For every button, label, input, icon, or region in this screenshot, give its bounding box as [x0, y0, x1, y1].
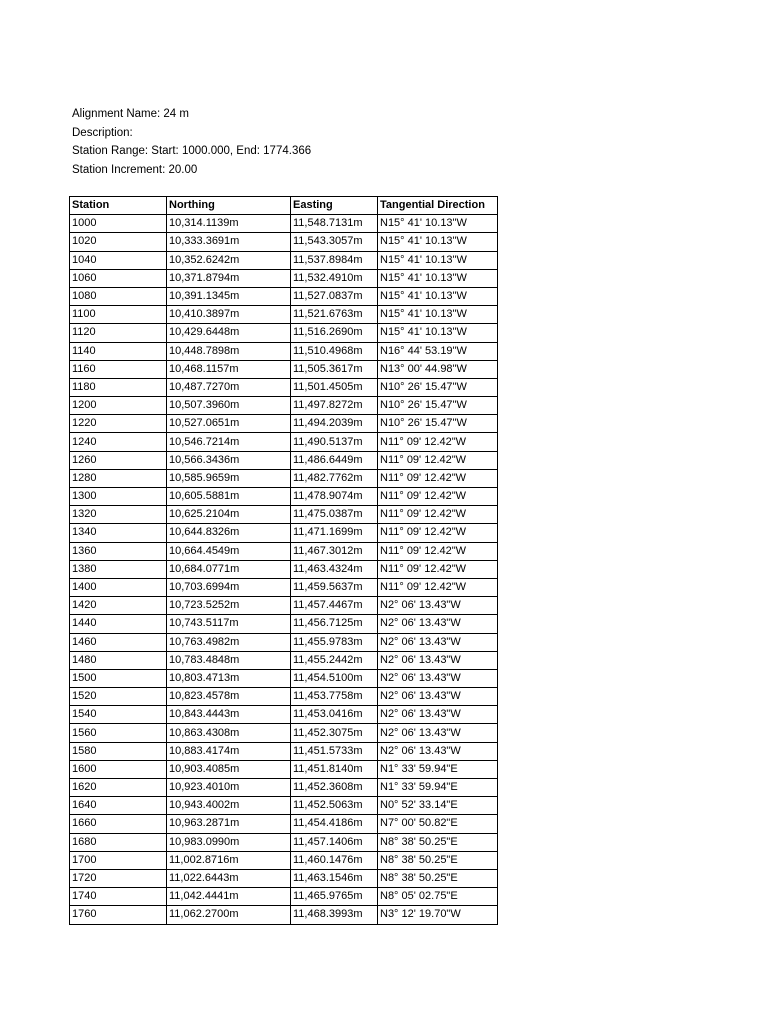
direction-cell: N11° 09' 12.42"W: [378, 578, 498, 596]
easting-cell: 11,452.5063m: [291, 797, 378, 815]
table-row: [70, 342, 498, 360]
table-row: [70, 488, 498, 506]
table-row: [70, 797, 498, 815]
direction-cell: N8° 05' 02.75"E: [378, 888, 498, 906]
easting-cell: 11,494.2039m: [291, 415, 378, 433]
direction-cell: N2° 06' 13.43"W: [378, 615, 498, 633]
easting-cell: 11,486.6449m: [291, 451, 378, 469]
table-row: [70, 269, 498, 287]
table-row: [70, 669, 498, 687]
station-cell: 1600: [70, 760, 167, 778]
station-cell: 1340: [70, 524, 167, 542]
northing-cell: 10,843.4443m: [167, 706, 291, 724]
station-cell: 1640: [70, 797, 167, 815]
northing-cell: 11,042.4441m: [167, 888, 291, 906]
station-cell: 1680: [70, 833, 167, 851]
station-cell: 1380: [70, 560, 167, 578]
northing-cell: 10,923.4010m: [167, 779, 291, 797]
easting-cell: 11,465.9765m: [291, 888, 378, 906]
easting-cell: 11,468.3993m: [291, 906, 378, 924]
northing-cell: 10,763.4982m: [167, 633, 291, 651]
station-cell: 1660: [70, 815, 167, 833]
column-header-northing: Northing: [167, 197, 291, 215]
station-cell: 1180: [70, 378, 167, 396]
direction-cell: N3° 12' 19.70"W: [378, 906, 498, 924]
station-cell: 1020: [70, 233, 167, 251]
station-cell: 1580: [70, 742, 167, 760]
table-row: [70, 378, 498, 396]
alignment-name: Alignment Name: 24 m: [72, 108, 189, 120]
northing-cell: 10,664.4549m: [167, 542, 291, 560]
northing-cell: 10,883.4174m: [167, 742, 291, 760]
station-cell: 1220: [70, 415, 167, 433]
northing-cell: 11,022.6443m: [167, 869, 291, 887]
direction-cell: N2° 06' 13.43"W: [378, 597, 498, 615]
station-cell: 1240: [70, 433, 167, 451]
table-header-row: [70, 197, 498, 215]
table-row: [70, 578, 498, 596]
easting-cell: 11,460.1476m: [291, 851, 378, 869]
direction-cell: N15° 41' 10.13"W: [378, 215, 498, 233]
direction-cell: N11° 09' 12.42"W: [378, 560, 498, 578]
station-cell: 1120: [70, 324, 167, 342]
easting-cell: 11,548.7131m: [291, 215, 378, 233]
direction-cell: N15° 41' 10.13"W: [378, 287, 498, 305]
station-increment: Station Increment: 20.00: [72, 163, 198, 176]
station-cell: 1160: [70, 360, 167, 378]
easting-cell: 11,463.4324m: [291, 560, 378, 578]
table-row: [70, 251, 498, 269]
northing-cell: 10,803.4713m: [167, 669, 291, 687]
direction-cell: N0° 52' 33.14"E: [378, 797, 498, 815]
table-row: [70, 888, 498, 906]
direction-cell: N15° 41' 10.13"W: [378, 251, 498, 269]
station-cell: 1460: [70, 633, 167, 651]
direction-cell: N2° 06' 13.43"W: [378, 669, 498, 687]
table-row: [70, 542, 498, 560]
direction-cell: N1° 33' 59.94"E: [378, 779, 498, 797]
northing-cell: 10,943.4002m: [167, 797, 291, 815]
direction-cell: N11° 09' 12.42"W: [378, 506, 498, 524]
table-row: [70, 415, 498, 433]
easting-cell: 11,456.7125m: [291, 615, 378, 633]
alignment-table: [69, 196, 498, 925]
easting-cell: 11,497.8272m: [291, 397, 378, 415]
station-cell: 1480: [70, 651, 167, 669]
direction-cell: N16° 44' 53.19"W: [378, 342, 498, 360]
table-row: [70, 760, 498, 778]
direction-cell: N8° 38' 50.25"E: [378, 833, 498, 851]
northing-cell: 10,963.2871m: [167, 815, 291, 833]
direction-cell: N2° 06' 13.43"W: [378, 688, 498, 706]
direction-cell: N15° 41' 10.13"W: [378, 324, 498, 342]
direction-cell: N11° 09' 12.42"W: [378, 542, 498, 560]
station-cell: 1040: [70, 251, 167, 269]
northing-cell: 10,507.3960m: [167, 397, 291, 415]
easting-cell: 11,452.3608m: [291, 779, 378, 797]
northing-cell: 10,783.4848m: [167, 651, 291, 669]
northing-cell: 10,468.1157m: [167, 360, 291, 378]
northing-cell: 10,625.2104m: [167, 506, 291, 524]
northing-cell: 10,371.8794m: [167, 269, 291, 287]
table-row: [70, 869, 498, 887]
easting-cell: 11,463.1546m: [291, 869, 378, 887]
table-row: [70, 851, 498, 869]
northing-cell: 10,448.7898m: [167, 342, 291, 360]
table-row: [70, 433, 498, 451]
easting-cell: 11,510.4968m: [291, 342, 378, 360]
easting-cell: 11,459.5637m: [291, 578, 378, 596]
northing-cell: 10,391.1345m: [167, 287, 291, 305]
northing-cell: 10,314.1139m: [167, 215, 291, 233]
northing-cell: 10,566.3436m: [167, 451, 291, 469]
station-cell: 1520: [70, 688, 167, 706]
northing-cell: 10,863.4308m: [167, 724, 291, 742]
station-cell: 1440: [70, 615, 167, 633]
table-row: [70, 233, 498, 251]
northing-cell: 10,546.7214m: [167, 433, 291, 451]
easting-cell: 11,452.3075m: [291, 724, 378, 742]
station-cell: 1280: [70, 469, 167, 487]
northing-cell: 10,703.6994m: [167, 578, 291, 596]
station-cell: 1720: [70, 869, 167, 887]
direction-cell: N2° 06' 13.43"W: [378, 633, 498, 651]
northing-cell: 10,487.7270m: [167, 378, 291, 396]
direction-cell: N10° 26' 15.47"W: [378, 378, 498, 396]
column-header-station: Station: [70, 197, 167, 215]
station-cell: 1140: [70, 342, 167, 360]
easting-cell: 11,478.9074m: [291, 488, 378, 506]
easting-cell: 11,490.5137m: [291, 433, 378, 451]
table-row: [70, 397, 498, 415]
northing-cell: 10,585.9659m: [167, 469, 291, 487]
northing-cell: 10,743.5117m: [167, 615, 291, 633]
table-row: [70, 815, 498, 833]
table-row: [70, 306, 498, 324]
station-cell: 1500: [70, 669, 167, 687]
direction-cell: N2° 06' 13.43"W: [378, 724, 498, 742]
easting-cell: 11,455.9783m: [291, 633, 378, 651]
direction-cell: N1° 33' 59.94"E: [378, 760, 498, 778]
station-cell: 1200: [70, 397, 167, 415]
northing-cell: 11,062.2700m: [167, 906, 291, 924]
easting-cell: 11,457.4467m: [291, 597, 378, 615]
table-row: [70, 633, 498, 651]
column-header-tangential-direction: Tangential Direction: [378, 197, 498, 215]
station-cell: 1320: [70, 506, 167, 524]
northing-cell: 10,605.5881m: [167, 488, 291, 506]
easting-cell: 11,457.1406m: [291, 833, 378, 851]
direction-cell: N15° 41' 10.13"W: [378, 233, 498, 251]
northing-cell: 10,903.4085m: [167, 760, 291, 778]
easting-cell: 11,475.0387m: [291, 506, 378, 524]
table-row: [70, 615, 498, 633]
table-row: [70, 688, 498, 706]
easting-cell: 11,532.4910m: [291, 269, 378, 287]
easting-cell: 11,455.2442m: [291, 651, 378, 669]
table-row: [70, 451, 498, 469]
table-row: [70, 360, 498, 378]
table-row: [70, 469, 498, 487]
table-row: [70, 742, 498, 760]
easting-cell: 11,527.0837m: [291, 287, 378, 305]
direction-cell: N15° 41' 10.13"W: [378, 269, 498, 287]
direction-cell: N11° 09' 12.42"W: [378, 451, 498, 469]
table-body: [70, 215, 498, 924]
station-cell: 1400: [70, 578, 167, 596]
station-cell: 1540: [70, 706, 167, 724]
table-row: [70, 524, 498, 542]
report-header: [72, 105, 311, 179]
station-cell: 1420: [70, 597, 167, 615]
northing-cell: 10,352.6242m: [167, 251, 291, 269]
direction-cell: N7° 00' 50.82"E: [378, 815, 498, 833]
station-cell: 1260: [70, 451, 167, 469]
easting-cell: 11,467.3012m: [291, 542, 378, 560]
direction-cell: N11° 09' 12.42"W: [378, 433, 498, 451]
table-row: [70, 906, 498, 924]
column-header-easting: Easting: [291, 197, 378, 215]
direction-cell: N13° 00' 44.98"W: [378, 360, 498, 378]
direction-cell: N11° 09' 12.42"W: [378, 524, 498, 542]
table-row: [70, 706, 498, 724]
table-row: [70, 324, 498, 342]
northing-cell: 10,983.0990m: [167, 833, 291, 851]
direction-cell: N2° 06' 13.43"W: [378, 742, 498, 760]
station-cell: 1060: [70, 269, 167, 287]
station-cell: 1760: [70, 906, 167, 924]
northing-cell: 10,333.3691m: [167, 233, 291, 251]
station-range: Station Range: Start: 1000.000, End: 1774.366: [72, 145, 312, 157]
easting-cell: 11,543.3057m: [291, 233, 378, 251]
northing-cell: 10,723.5252m: [167, 597, 291, 615]
table-row: [70, 833, 498, 851]
easting-cell: 11,516.2690m: [291, 324, 378, 342]
station-cell: 1300: [70, 488, 167, 506]
table-row: [70, 724, 498, 742]
easting-cell: 11,501.4505m: [291, 378, 378, 396]
table-row: [70, 215, 498, 233]
easting-cell: 11,454.5100m: [291, 669, 378, 687]
direction-cell: N8° 38' 50.25"E: [378, 851, 498, 869]
easting-cell: 11,482.7762m: [291, 469, 378, 487]
direction-cell: N11° 09' 12.42"W: [378, 488, 498, 506]
table-row: [70, 560, 498, 578]
easting-cell: 11,453.7758m: [291, 688, 378, 706]
table-row: [70, 506, 498, 524]
northing-cell: 10,410.3897m: [167, 306, 291, 324]
station-cell: 1560: [70, 724, 167, 742]
table-row: [70, 651, 498, 669]
station-cell: 1740: [70, 888, 167, 906]
direction-cell: N2° 06' 13.43"W: [378, 651, 498, 669]
station-cell: 1100: [70, 306, 167, 324]
easting-cell: 11,454.4186m: [291, 815, 378, 833]
northing-cell: 10,527.0651m: [167, 415, 291, 433]
station-cell: 1700: [70, 851, 167, 869]
station-cell: 1000: [70, 215, 167, 233]
description: Description:: [72, 126, 133, 139]
station-cell: 1360: [70, 542, 167, 560]
station-cell: 1620: [70, 779, 167, 797]
easting-cell: 11,453.0416m: [291, 706, 378, 724]
direction-cell: N15° 41' 10.13"W: [378, 306, 498, 324]
direction-cell: N8° 38' 50.25"E: [378, 869, 498, 887]
northing-cell: 11,002.8716m: [167, 851, 291, 869]
northing-cell: 10,823.4578m: [167, 688, 291, 706]
table-row: [70, 597, 498, 615]
easting-cell: 11,451.5733m: [291, 742, 378, 760]
table-row: [70, 287, 498, 305]
direction-cell: N10° 26' 15.47"W: [378, 397, 498, 415]
northing-cell: 10,644.8326m: [167, 524, 291, 542]
easting-cell: 11,521.6763m: [291, 306, 378, 324]
easting-cell: 11,471.1699m: [291, 524, 378, 542]
northing-cell: 10,429.6448m: [167, 324, 291, 342]
direction-cell: N10° 26' 15.47"W: [378, 415, 498, 433]
northing-cell: 10,684.0771m: [167, 560, 291, 578]
easting-cell: 11,537.8984m: [291, 251, 378, 269]
station-cell: 1080: [70, 287, 167, 305]
table-row: [70, 779, 498, 797]
easting-cell: 11,505.3617m: [291, 360, 378, 378]
easting-cell: 11,451.8140m: [291, 760, 378, 778]
direction-cell: N2° 06' 13.43"W: [378, 706, 498, 724]
direction-cell: N11° 09' 12.42"W: [378, 469, 498, 487]
